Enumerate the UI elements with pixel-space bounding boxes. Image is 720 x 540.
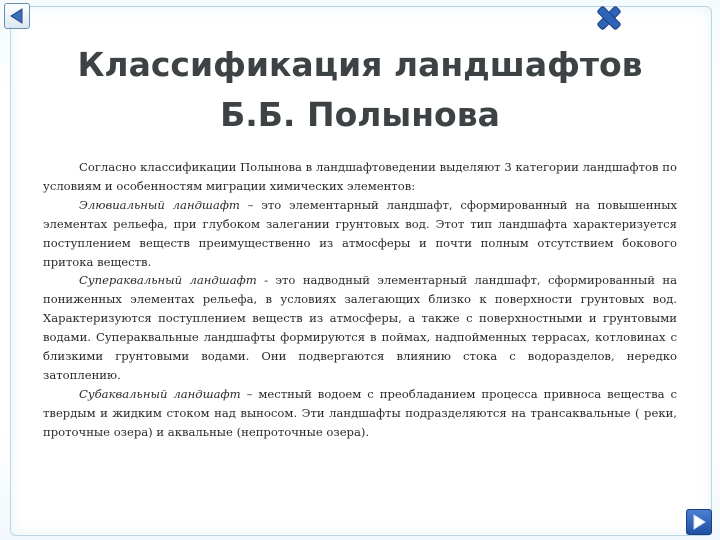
paragraph-lead: Субаквальный ландшафт [79,386,241,401]
slide-title [40,40,680,140]
body-text [43,158,677,442]
paragraph-superaqual [43,271,677,384]
paragraph-text: – местный водоем с преобладанием процесса привноса вещества с твердым и жидким стоком над выносом. Эти ландшафты подразделяются на трансаквальные ( реки, проточные озера) и аквальные (непроточные озера). [43,386,677,439]
paragraph-lead: Элювиальный ландшафт [79,197,240,212]
paragraph-eluvial [43,196,677,272]
previous-slide-button[interactable] [4,3,30,29]
close-icon [594,3,624,33]
title-line-2: Б.Б. Полынова [220,95,500,134]
paragraph-lead: Супераквальный ландшафт [79,273,257,288]
arrow-right-icon [687,510,711,534]
paragraph-text: - это надводный элементарный ландшафт, сформированный на пониженных элементах рельефа, в условиях залегающих близко к поверхности грунтовых вод. Характеризуются поступлением веществ из атмосферы, а также с поверхностными и грунтовыми водами. Супераквальные ландшафты формируются в поймах, надпойменных террасах, котловинах с близкими грунтовыми водами. Они подвергаются влиянию стока с водоразделов, нередко затоплению. [43,273,677,382]
paragraph-subaqual [43,385,677,442]
next-slide-button[interactable] [686,509,712,535]
paragraph-text: – это элементарный ландшафт, сформированный на повышенных элементах рельефа, при глубоком залегании грунтовых вод. Этот тип ландшафта характеризуется поступлением веществ преимущественно из атмосферы и почти полным отсутствием бокового притока веществ. [43,197,677,269]
close-button[interactable] [594,3,624,33]
paragraph-text: Согласно классификации Полынова в ландшафтоведении выделяют 3 категории ландшафтов по условиям и особенностям миграции химических элементов: [43,160,677,193]
title-line-1: Классификация ландшафтов [77,45,643,84]
paragraph-intro [43,158,677,196]
arrow-left-icon [5,4,29,28]
